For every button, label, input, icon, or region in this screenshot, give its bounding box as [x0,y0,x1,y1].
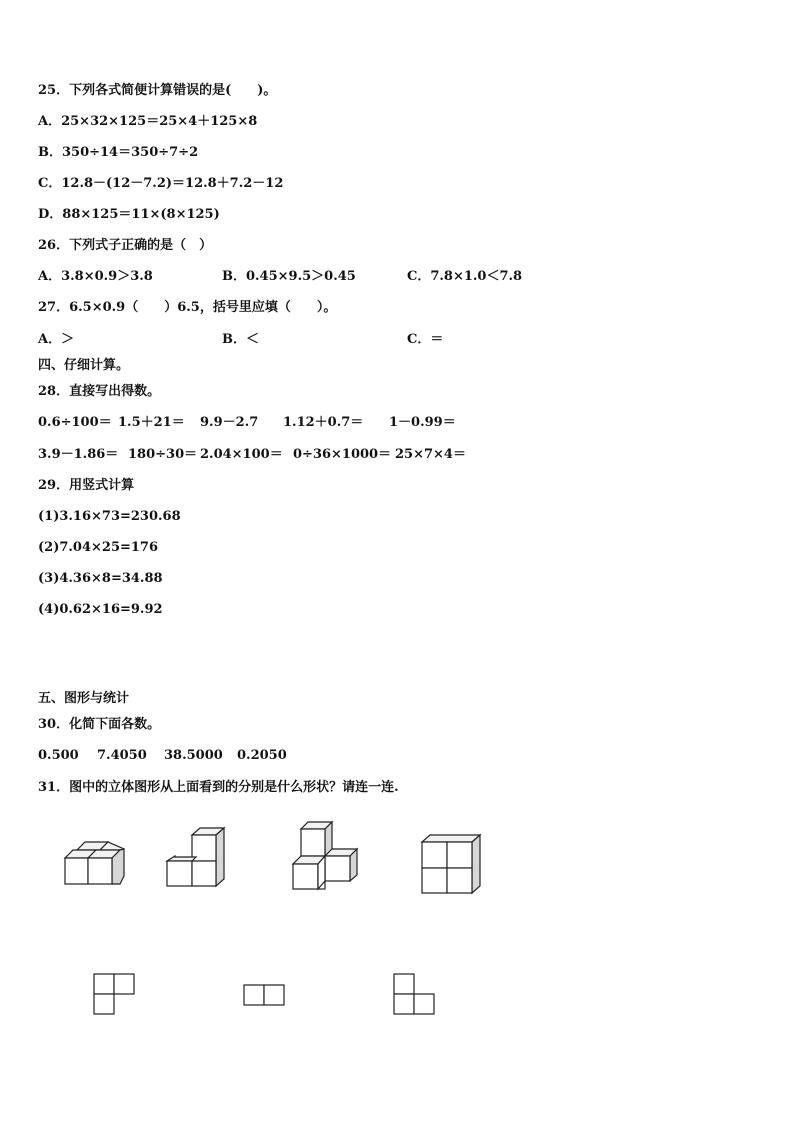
section-5-heading: 五、图形与统计 [38,691,130,706]
q28-expr: 25×7×4＝ [395,447,466,462]
q28-expr: 9.9－2.7 [200,415,259,430]
q26-stem: 26．下列式子正确的是（ ） [38,238,213,253]
q27-stem: 27．6.5×0.9（ ）6.5，括号里应填（ ）。 [38,300,337,315]
q27-option-a: A．＞ [38,332,75,347]
solid-figure-1 [60,838,130,890]
q26-option-b: B．0.45×9.5＞0.45 [222,269,356,284]
q30-number: 7.4050 [97,748,147,763]
q29-stem: 29．用竖式计算 [38,478,135,493]
q25-option-a: A．25×32×125＝25×4＋125×8 [38,114,258,129]
q28-expr: 0.6÷100＝ [38,415,112,430]
q31-stem: 31．图中的立体图形从上面看到的分别是什么形状？请连一连. [38,780,399,795]
section-4-heading: 四、仔细计算。 [38,358,130,373]
q30-number: 0.2050 [237,748,287,763]
q27-option-b: B．＜ [222,332,259,347]
q28-expr: 1－0.99＝ [389,415,456,430]
q30-stem: 30．化简下面各数。 [38,717,161,732]
solid-figure-4 [418,832,484,896]
q28-expr: 1.5＋21＝ [118,415,185,430]
top-view-shape-1 [92,972,138,1017]
q30-number: 0.500 [38,748,79,763]
q27-option-c: C．＝ [407,332,444,347]
solid-figure-2 [162,826,230,890]
q25-option-c: C．12.8－(12－7.2)＝12.8＋7.2－12 [38,176,284,191]
top-view-shape-3 [392,972,438,1017]
q26-option-a: A．3.8×0.9＞3.8 [38,269,153,284]
q28-expr: 2.04×100＝ [200,447,283,462]
q29-item: (3)4.36×8=34.88 [38,571,163,586]
q29-item: (4)0.62×16=9.92 [38,602,163,617]
q28-stem: 28．直接写出得数。 [38,384,161,399]
q28-expr: 3.9－1.86＝ [38,447,119,462]
q25-option-b: B．350÷14＝350÷7÷2 [38,145,199,160]
q26-option-c: C．7.8×1.0＜7.8 [407,269,523,284]
q28-expr: 0÷36×1000＝ [293,447,392,462]
q30-number: 38.5000 [164,748,223,763]
top-view-shape-2 [242,983,288,1007]
q28-expr: 180÷30＝ [128,447,198,462]
solid-figure-3 [290,820,364,892]
q29-item: (2)7.04×25=176 [38,540,159,555]
q25-option-d: D．88×125＝11×(8×125) [38,207,220,222]
q25-stem: 25．下列各式简便计算错误的是( )。 [38,83,277,98]
q28-expr: 1.12＋0.7＝ [283,415,364,430]
q29-item: (1)3.16×73=230.68 [38,509,181,524]
